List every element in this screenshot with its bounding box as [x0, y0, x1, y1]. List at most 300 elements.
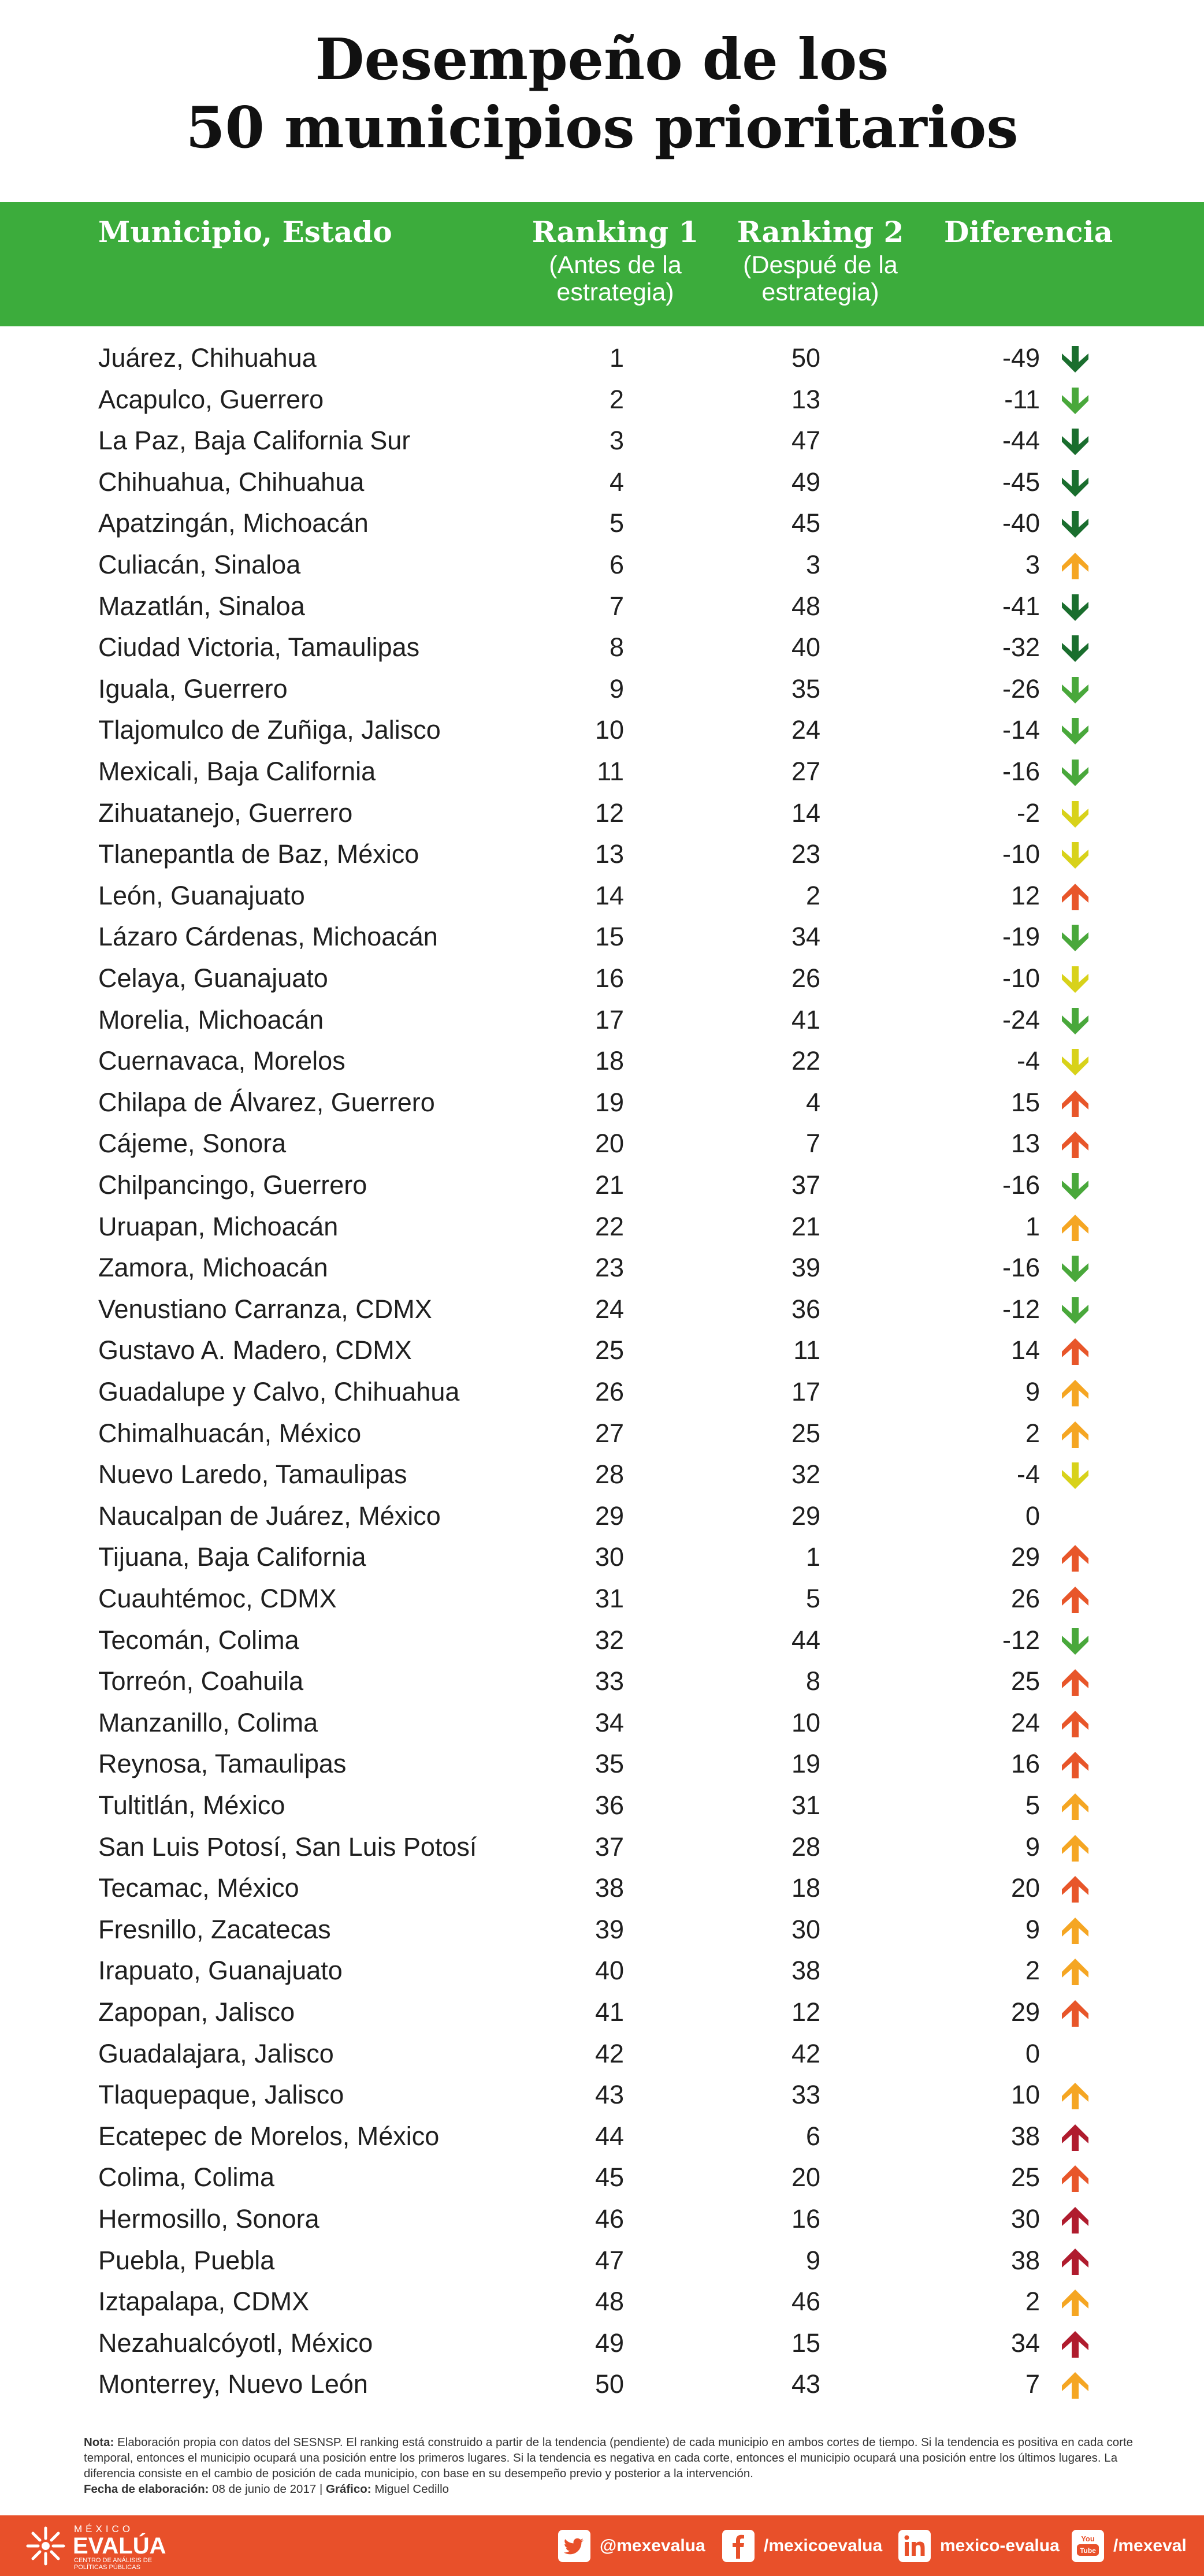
table-row [0, 461, 1204, 503]
municipio-cell: Cuernavaca, Morelos [98, 1046, 345, 1076]
arrow-up-icon [1060, 551, 1090, 581]
diferencia-cell: 7 [1025, 2369, 1040, 2399]
diferencia-cell: -10 [1002, 963, 1040, 993]
diferencia-cell: 34 [1010, 2328, 1040, 2358]
logo-small-text: MÉXICO [74, 2523, 134, 2534]
trend-arrow-mark [1062, 553, 1088, 579]
header-ranking1 [520, 213, 711, 306]
diferencia-cell: 29 [1010, 1542, 1040, 1572]
municipio-cell: Tlajomulco de Zuñiga, Jalisco [98, 715, 441, 745]
municipio-cell: Naucalpan de Juárez, México [98, 1501, 441, 1531]
fecha-label: Fecha de elaboración: [84, 2482, 209, 2496]
diferencia-cell: -12 [1002, 1294, 1040, 1324]
table-row [0, 337, 1204, 379]
trend-arrow-mark [1062, 1462, 1088, 1489]
trend-arrow-mark [1062, 346, 1088, 373]
municipio-cell: Chimalhuacán, México [98, 1418, 362, 1448]
ranking1-cell: 11 [597, 757, 624, 786]
ranking1-cell: 27 [594, 1418, 624, 1448]
ranking1-cell: 28 [594, 1460, 624, 1490]
arrow-up-icon [1060, 1213, 1090, 1243]
logo-tagline: CENTRO DE ANÁLISIS DE POLÍTICAS PÚBLICAS [74, 2557, 153, 2571]
municipio-cell: Nuevo Laredo, Tamaulipas [98, 1460, 407, 1490]
ranking1-cell: 46 [594, 2204, 624, 2233]
ranking1-cell: 4 [609, 467, 624, 497]
ranking1-cell: 14 [594, 880, 624, 910]
arrow-up-icon [1060, 2123, 1090, 2153]
arrow-up-icon [1060, 882, 1090, 912]
ranking2-cell: 39 [791, 1253, 820, 1283]
municipio-cell: Iguala, Guerrero [98, 673, 288, 703]
municipio-cell: Reynosa, Tamaulipas [98, 1749, 347, 1779]
trend-arrow-mark [1062, 470, 1088, 497]
ranking1-cell: 23 [594, 1253, 624, 1283]
table-row [0, 2116, 1204, 2157]
table-row [0, 586, 1204, 627]
table-row [0, 1082, 1204, 1123]
municipio-cell: Tecamac, México [98, 1873, 299, 1903]
ranking1-cell: 26 [594, 1377, 624, 1406]
arrow-up-icon [1060, 1543, 1090, 1573]
ranking2-cell: 49 [791, 467, 820, 497]
arrow-up-icon [1060, 1916, 1090, 1946]
arrow-up-icon [1060, 2370, 1090, 2400]
municipio-cell: Guadalupe y Calvo, Chihuahua [98, 1377, 460, 1406]
ranking1-cell: 16 [594, 963, 624, 993]
diferencia-cell: 29 [1010, 1997, 1040, 2027]
ranking1-cell: 12 [594, 798, 624, 828]
ranking2-cell: 11 [793, 1335, 820, 1365]
municipio-cell: Zapopan, Jalisco [98, 1997, 295, 2027]
ranking1-cell: 1 [609, 343, 624, 373]
municipio-cell: Tlaquepaque, Jalisco [98, 2080, 344, 2110]
ranking1-cell: 29 [594, 1501, 624, 1531]
arrow-up-icon [1060, 1998, 1090, 2028]
arrow-down-icon [1060, 675, 1090, 705]
table-row [0, 1867, 1204, 1909]
title-line-2: 50 municipios prioritarios [185, 95, 1019, 161]
municipio-cell: Torreón, Coahuila [98, 1666, 304, 1696]
table-row [0, 2322, 1204, 2364]
municipio-cell: Guadalajara, Jalisco [98, 2038, 334, 2068]
ranking2-cell: 30 [791, 1914, 820, 1944]
table-row [0, 1495, 1204, 1537]
trend-arrow-mark [1062, 1711, 1088, 1737]
municipio-cell: Ecatepec de Morelos, México [98, 2121, 440, 2151]
table-row [0, 1661, 1204, 1702]
municipio-cell: Mexicali, Baja California [98, 757, 376, 786]
table-row [0, 751, 1204, 792]
arrow-up-icon [1060, 2081, 1090, 2111]
ranking2-cell: 4 [805, 1087, 820, 1117]
arrow-up-icon [1060, 2164, 1090, 2194]
trend-arrow-mark [1062, 1090, 1088, 1117]
trend-arrow-mark [1062, 1173, 1088, 1200]
diferencia-cell: -19 [1002, 922, 1040, 952]
ranking2-cell: 10 [791, 1707, 820, 1737]
ranking2-cell: 34 [791, 922, 820, 952]
table-row [0, 2240, 1204, 2281]
table-row [0, 1454, 1204, 1495]
ranking2-cell: 36 [791, 1294, 820, 1324]
table-row [0, 2033, 1204, 2075]
note-paragraph [84, 2434, 1141, 2481]
diferencia-cell: 2 [1025, 1956, 1040, 1986]
twitter-link[interactable] [558, 2530, 705, 2562]
ranking1-cell: 45 [594, 2162, 624, 2192]
municipio-cell: Uruapan, Michoacán [98, 1211, 339, 1241]
table-row [0, 1123, 1204, 1164]
trend-arrow-mark [1062, 594, 1088, 621]
municipio-cell: Nezahualcóyotl, México [98, 2328, 373, 2358]
table-row [0, 420, 1204, 461]
table-row [0, 1289, 1204, 1330]
table-row [0, 1040, 1204, 1082]
table-row [0, 958, 1204, 999]
ranking2-cell: 13 [791, 384, 820, 414]
twitter-icon [558, 2530, 590, 2562]
ranking1-cell: 49 [594, 2328, 624, 2358]
facebook-icon [722, 2530, 755, 2562]
ranking1-cell: 18 [594, 1046, 624, 1076]
arrow-down-icon [1060, 509, 1090, 539]
table-row [0, 1413, 1204, 1454]
ranking2-cell: 44 [791, 1625, 820, 1655]
ranking2-cell: 9 [805, 2245, 820, 2275]
arrow-down-icon [1060, 1626, 1090, 1656]
arrow-up-icon [1060, 1750, 1090, 1780]
table-row [0, 1702, 1204, 1744]
ranking2-cell: 21 [791, 1211, 820, 1241]
trend-arrow-mark [1062, 1628, 1088, 1655]
municipio-cell: Mazatlán, Sinaloa [98, 591, 305, 621]
ranking1-cell: 32 [594, 1625, 624, 1655]
diferencia-cell: -49 [1002, 343, 1040, 373]
header-ranking2 [725, 213, 916, 306]
trend-arrow-mark [1062, 2000, 1088, 2027]
table-row [0, 792, 1204, 834]
arrow-down-icon [1060, 427, 1090, 457]
ranking1-cell: 37 [594, 1832, 624, 1862]
trend-arrow-mark [1062, 2083, 1088, 2109]
diferencia-cell: 9 [1025, 1914, 1040, 1944]
arrow-down-icon [1060, 1461, 1090, 1491]
arrow-up-icon [1060, 1378, 1090, 1408]
arrow-up-icon [1060, 1130, 1090, 1160]
trend-arrow-mark [1062, 1835, 1088, 1862]
ranking2-cell: 16 [791, 2204, 820, 2233]
municipio-cell: Chihuahua, Chihuahua [98, 467, 365, 497]
ranking1-cell: 30 [594, 1542, 624, 1572]
trend-arrow-mark [1062, 1587, 1088, 1613]
table-row [0, 668, 1204, 710]
trend-arrow-mark [1062, 2207, 1088, 2233]
ranking1-cell: 43 [594, 2080, 624, 2110]
table-row [0, 544, 1204, 586]
table-row [0, 1371, 1204, 1413]
diferencia-cell: 26 [1010, 1584, 1040, 1613]
arrow-up-icon [1060, 2205, 1090, 2235]
ranking2-cell: 27 [791, 757, 820, 786]
credits-separator: | [319, 2482, 323, 2496]
municipio-cell: Chilpancingo, Guerrero [98, 1170, 367, 1200]
ranking2-cell: 6 [805, 2121, 820, 2151]
ranking2-cell: 23 [791, 839, 820, 869]
arrow-up-icon [1060, 1585, 1090, 1615]
header-ranking2-label: Ranking 2 [737, 215, 904, 249]
ranking1-cell: 41 [594, 1997, 624, 2027]
diferencia-cell: 38 [1010, 2245, 1040, 2275]
municipio-cell: Celaya, Guanajuato [98, 963, 328, 993]
arrow-up-icon [1060, 1089, 1090, 1119]
municipio-cell: Zamora, Michoacán [98, 1253, 328, 1283]
municipio-cell: Fresnillo, Zacatecas [98, 1914, 331, 1944]
header-municipio [98, 213, 392, 252]
diferencia-cell: 2 [1025, 1418, 1040, 1448]
municipio-cell: León, Guanajuato [98, 880, 305, 910]
arrow-up-icon [1060, 1833, 1090, 1863]
table-row [0, 1330, 1204, 1371]
arrow-down-icon [1060, 344, 1090, 374]
arrow-down-icon [1060, 1047, 1090, 1077]
arrow-down-icon [1060, 923, 1090, 953]
municipio-cell: Juárez, Chihuahua [98, 343, 317, 373]
arrow-down-icon [1060, 1171, 1090, 1201]
trend-arrow-mark [1062, 1215, 1088, 1241]
municipio-cell: Irapuato, Guanajuato [98, 1956, 343, 1986]
trend-arrow-mark [1062, 388, 1088, 414]
municipio-cell: Cuauhtémoc, CDMX [98, 1584, 337, 1613]
header-ranking2-sub2: estrategia) [761, 278, 879, 306]
municipio-cell: Zihuatanejo, Guerrero [98, 798, 353, 828]
arrow-up-icon [1060, 2329, 1090, 2359]
ranking1-cell: 19 [594, 1087, 624, 1117]
diferencia-cell: -2 [1016, 798, 1040, 828]
diferencia-cell: 3 [1025, 550, 1040, 579]
fecha-value: 08 de junio de 2017 [212, 2482, 317, 2496]
diferencia-cell: -32 [1002, 632, 1040, 662]
header-ranking1-sub2: estrategia) [556, 278, 674, 306]
trend-arrow-mark [1062, 1008, 1088, 1034]
trend-arrow-mark [1062, 1049, 1088, 1075]
ranking2-cell: 37 [791, 1170, 820, 1200]
diferencia-cell: -16 [1002, 1170, 1040, 1200]
ranking1-cell: 2 [609, 384, 624, 414]
arrow-up-icon [1060, 2247, 1090, 2277]
trend-arrow-mark [1062, 760, 1088, 786]
diferencia-cell: 0 [1025, 2038, 1040, 2068]
ranking1-cell: 39 [594, 1914, 624, 1944]
diferencia-cell: 0 [1025, 1501, 1040, 1531]
table-header [0, 202, 1204, 326]
ranking2-cell: 5 [805, 1584, 820, 1613]
header-ranking1-label: Ranking 1 [532, 215, 699, 249]
ranking2-cell: 7 [805, 1129, 820, 1159]
svg-text:You: You [1081, 2534, 1095, 2543]
ranking1-cell: 33 [594, 1666, 624, 1696]
footnote [84, 2434, 1141, 2497]
trend-arrow-mark [1062, 1669, 1088, 1696]
diferencia-cell: -26 [1002, 673, 1040, 703]
trend-arrow-mark [1062, 801, 1088, 828]
diferencia-cell: -24 [1002, 1004, 1040, 1034]
facebook-link[interactable] [722, 2530, 882, 2562]
arrow-down-icon [1060, 593, 1090, 623]
municipio-cell: San Luis Potosí, San Luis Potosí [98, 1832, 477, 1862]
municipio-cell: Lázaro Cárdenas, Michoacán [98, 922, 438, 952]
ranking2-cell: 40 [791, 632, 820, 662]
header-ranking2-sub1: (Despué de la [743, 251, 898, 279]
ranking2-cell: 42 [791, 2038, 820, 2068]
trend-arrow-mark [1062, 966, 1088, 993]
municipio-cell: Ciudad Victoria, Tamaulipas [98, 632, 420, 662]
trend-arrow-mark [1062, 842, 1088, 869]
arrow-down-icon [1060, 716, 1090, 746]
trend-arrow-mark [1062, 1380, 1088, 1406]
trend-arrow-mark [1062, 1918, 1088, 1944]
ranking2-cell: 26 [791, 963, 820, 993]
municipio-cell: Acapulco, Guerrero [98, 384, 324, 414]
trend-arrow-mark [1062, 1256, 1088, 1282]
table-row [0, 833, 1204, 875]
ranking2-cell: 1 [805, 1542, 820, 1572]
ranking2-cell: 33 [791, 2080, 820, 2110]
table-row [0, 1620, 1204, 1661]
ranking1-cell: 44 [594, 2121, 624, 2151]
trend-arrow-mark [1062, 1793, 1088, 1820]
municipio-cell: Colima, Colima [98, 2162, 275, 2192]
ranking2-cell: 8 [805, 1666, 820, 1696]
trend-arrow-mark [1062, 635, 1088, 662]
municipio-cell: Puebla, Puebla [98, 2245, 275, 2275]
table-row [0, 2157, 1204, 2198]
arrow-down-icon [1060, 634, 1090, 664]
table-row [0, 1991, 1204, 2033]
ranking2-cell: 47 [791, 426, 820, 456]
ranking1-cell: 48 [594, 2287, 624, 2317]
diferencia-cell: 30 [1010, 2204, 1040, 2233]
municipio-cell: Tlanepantla de Baz, México [98, 839, 419, 869]
table-row [0, 1578, 1204, 1620]
arrow-up-icon [1060, 1874, 1090, 1904]
logo-burst-icon [23, 2523, 68, 2568]
footer [0, 2515, 1204, 2576]
note-label: Nota: [84, 2436, 114, 2449]
ranking2-cell: 22 [791, 1046, 820, 1076]
table-row [0, 502, 1204, 544]
arrow-down-icon [1060, 799, 1090, 829]
diferencia-cell: 9 [1025, 1832, 1040, 1862]
municipio-cell: Cájeme, Sonora [98, 1129, 287, 1159]
trend-arrow-mark [1062, 1876, 1088, 1903]
arrow-down-icon [1060, 965, 1090, 995]
table-row [0, 2198, 1204, 2240]
municipio-cell: Chilapa de Álvarez, Guerrero [98, 1087, 435, 1117]
trend-arrow-mark [1062, 2331, 1088, 2358]
arrow-down-icon [1060, 1296, 1090, 1326]
ranking2-cell: 31 [791, 1790, 820, 1820]
diferencia-cell: -16 [1002, 1253, 1040, 1283]
ranking2-cell: 12 [791, 1997, 820, 2027]
trend-arrow-mark [1062, 1338, 1088, 1365]
header-municipio-label: Municipio, Estado [98, 215, 392, 249]
arrow-up-icon [1060, 1709, 1090, 1739]
trend-arrow-mark [1062, 2372, 1088, 2399]
arrow-up-icon [1060, 1792, 1090, 1822]
ranking2-cell: 43 [791, 2369, 820, 2399]
youtube-handle: /mexeval [1113, 2536, 1187, 2555]
diferencia-cell: -4 [1016, 1460, 1040, 1490]
trend-arrow-mark [1062, 429, 1088, 455]
table-row [0, 1164, 1204, 1206]
page-title [0, 26, 1204, 162]
grafico-value: Miguel Cedillo [374, 2482, 449, 2496]
diferencia-cell: -45 [1002, 467, 1040, 497]
trend-arrow-mark [1062, 1297, 1088, 1324]
ranking1-cell: 47 [594, 2245, 624, 2275]
table-row [0, 1826, 1204, 1868]
municipio-cell: Monterrey, Nuevo León [98, 2369, 368, 2399]
ranking1-cell: 24 [594, 1294, 624, 1324]
ranking1-cell: 9 [609, 673, 624, 703]
diferencia-cell: 5 [1025, 1790, 1040, 1820]
diferencia-cell: 16 [1010, 1749, 1040, 1779]
linkedin-icon [898, 2530, 931, 2562]
mexico-evalua-logo[interactable] [23, 2522, 173, 2571]
youtube-link[interactable] [1072, 2530, 1187, 2562]
diferencia-cell: 24 [1010, 1707, 1040, 1737]
table-row [0, 709, 1204, 751]
ranking2-cell: 41 [791, 1004, 820, 1034]
ranking1-cell: 25 [594, 1335, 624, 1365]
arrow-down-icon [1060, 1006, 1090, 1036]
ranking1-cell: 5 [609, 508, 624, 538]
trend-arrow-mark [1062, 1959, 1088, 1985]
arrow-up-icon [1060, 2288, 1090, 2318]
note-text: Elaboración propia con datos del SESNSP. El ranking está construido a partir de la tendencia (pendiente) de cada municipio en ambos cortes de tiempo. Si la tendencia es positiva en cada corte temporal, entonces el municipio ocupará una posición entre los primeros lugares. Si la tendencia es negativa en cada corte, entonces el municipio ocupará una posición entre los últimos lugares. La diferencia consiste en el cambio de posición de cada municipio, con base en su desempeño previo y posterior a la intervención. [84, 2436, 1134, 2480]
trend-arrow-mark [1062, 884, 1088, 910]
trend-arrow-mark [1062, 2124, 1088, 2151]
trend-arrow-mark [1062, 1752, 1088, 1778]
trend-arrow-mark [1062, 677, 1088, 703]
ranking2-cell: 25 [791, 1418, 820, 1448]
municipio-cell: Manzanillo, Colima [98, 1707, 318, 1737]
municipio-cell: Culiacán, Sinaloa [98, 550, 301, 579]
linkedin-link[interactable] [898, 2530, 1060, 2562]
diferencia-cell: -10 [1002, 839, 1040, 869]
diferencia-cell: -41 [1002, 591, 1040, 621]
arrow-down-icon [1060, 1254, 1090, 1284]
arrow-down-icon [1060, 758, 1090, 788]
table-row [0, 2074, 1204, 2116]
ranking1-cell: 34 [594, 1707, 624, 1737]
diferencia-cell: -11 [1004, 384, 1040, 414]
ranking2-cell: 3 [805, 550, 820, 579]
logo-big-text: EVALÚA [73, 2533, 166, 2559]
trend-arrow-mark [1062, 1545, 1088, 1572]
municipio-cell: Tultitlán, México [98, 1790, 285, 1820]
grafico-label: Gráfico: [326, 2482, 371, 2496]
arrow-up-icon [1060, 1957, 1090, 1987]
municipio-cell: Hermosillo, Sonora [98, 2204, 319, 2233]
diferencia-cell: 14 [1010, 1335, 1040, 1365]
ranking1-cell: 17 [594, 1004, 624, 1034]
arrow-up-icon [1060, 1667, 1090, 1698]
diferencia-cell: 13 [1010, 1129, 1040, 1159]
diferencia-cell: 20 [1010, 1873, 1040, 1903]
ranking2-cell: 46 [791, 2287, 820, 2317]
ranking1-cell: 50 [594, 2369, 624, 2399]
